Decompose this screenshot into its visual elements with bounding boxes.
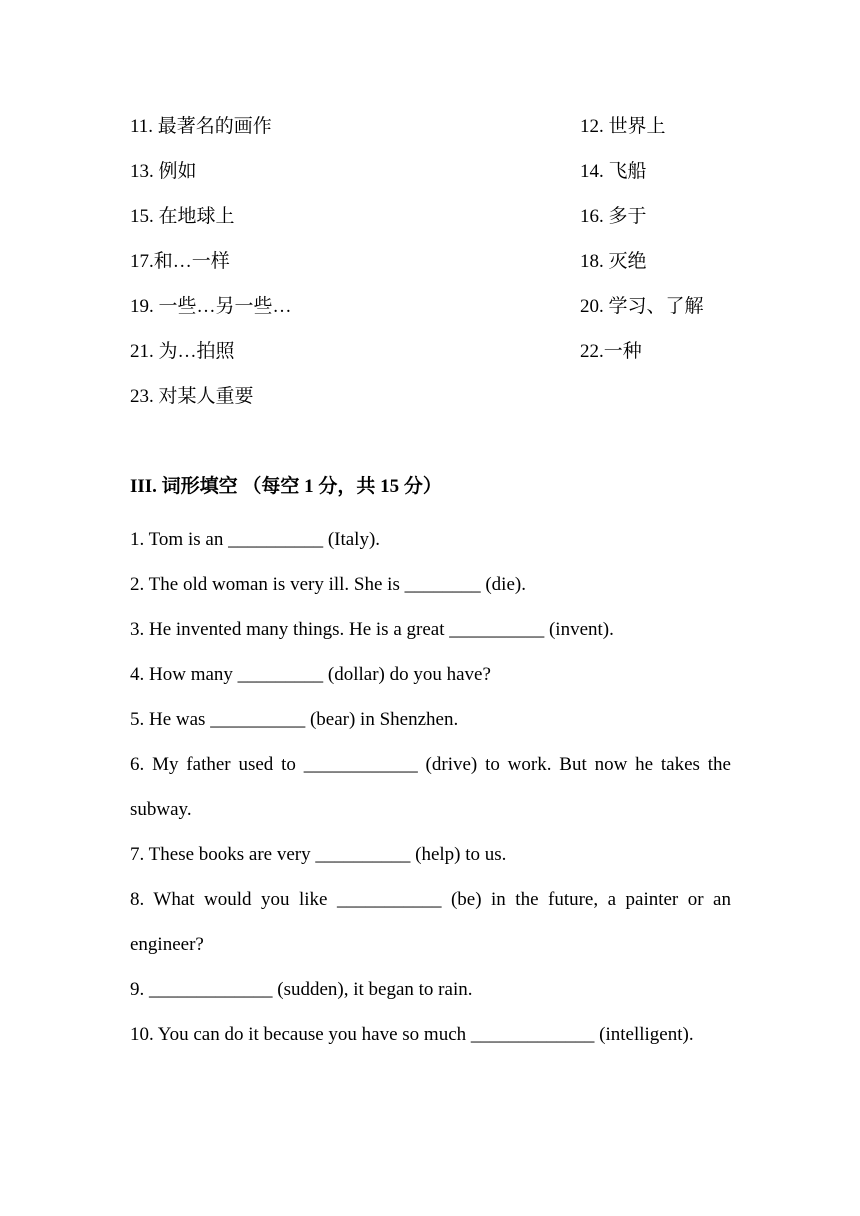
exercise-item: 3. He invented many things. He is a great __________ (invent).: [130, 619, 614, 640]
vocab-item: 15. 在地球上: [130, 206, 235, 227]
exercise-item: 1. Tom is an __________ (Italy).: [130, 529, 381, 550]
section-heading: III. 词形填空 （每空 1 分，共 15 分）: [130, 476, 442, 497]
vocab-row: [130, 247, 730, 292]
vocab-item: 17.和…一样: [130, 251, 230, 272]
vocab-item: 20. 学习、了解: [580, 296, 704, 317]
vocab-item: 19. 一些…另一些…: [130, 296, 292, 317]
vocab-row: [130, 112, 730, 157]
vocab-item: 16. 多于: [580, 206, 647, 227]
exercise-list: [130, 517, 731, 1057]
exercise-item: 7. These books are very __________ (help) to us.: [130, 844, 507, 865]
vocab-row: [130, 157, 730, 202]
vocab-item: 14. 飞船: [580, 161, 647, 182]
vocab-item: 11. 最著名的画作: [130, 116, 272, 137]
vocab-item: 22.一种: [580, 341, 642, 362]
vocabulary-list: [130, 112, 730, 427]
exercise-item: 2. The old woman is very ill. She is ________ (die).: [130, 574, 526, 595]
vocab-row: [130, 292, 730, 337]
vocab-row: [130, 337, 730, 382]
vocab-row: [130, 382, 730, 427]
exercise-item: 9. _____________ (sudden), it began to rain.: [130, 979, 473, 1000]
exercise-item: 10. You can do it because you have so much _____________ (intelligent).: [130, 1024, 694, 1045]
exercise-item: 5. He was __________ (bear) in Shenzhen.: [130, 709, 459, 730]
vocab-item: 12. 世界上: [580, 116, 666, 137]
vocab-item: 13. 例如: [130, 161, 197, 182]
exercise-item: 8. What would you like ___________ (be) in the future, a painter or an engineer?: [130, 889, 731, 955]
exercise-item: 4. How many _________ (dollar) do you have?: [130, 664, 491, 685]
vocab-item: 18. 灭绝: [580, 251, 647, 272]
vocab-row: [130, 202, 730, 247]
exercise-item: 6. My father used to ____________ (drive) to work. But now he takes the subway.: [130, 754, 731, 820]
vocab-item: 23. 对某人重要: [130, 386, 254, 407]
vocab-item: 21. 为…拍照: [130, 341, 235, 362]
